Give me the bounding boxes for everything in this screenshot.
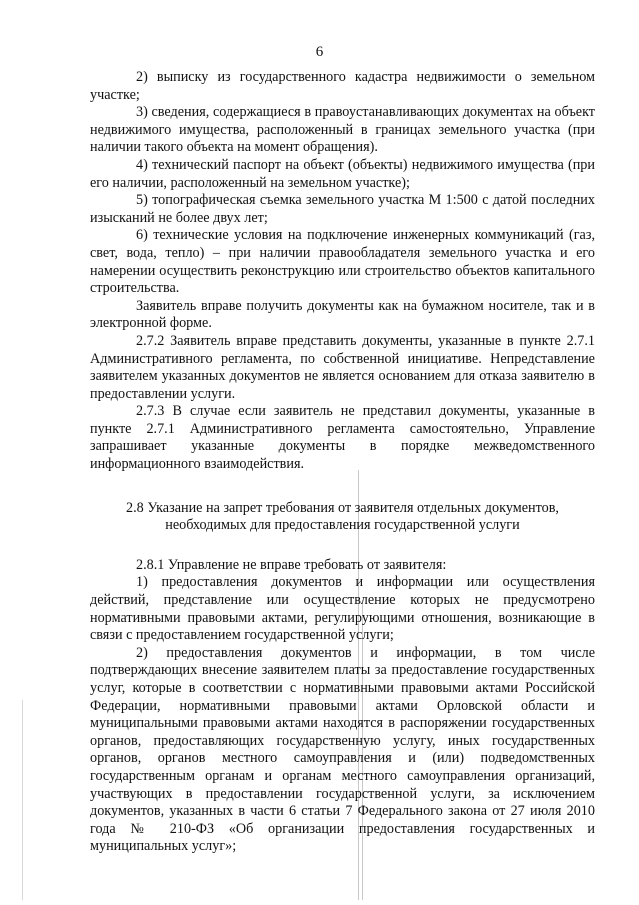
section-heading-2-8 xyxy=(90,500,595,535)
paragraph-technical-passport: 4) технический паспорт на объект (объекты) недвижимого имущества (при его наличии, расположенный на земельном участке); xyxy=(90,156,595,191)
paragraph-2-7-3: 2.7.3 В случае если заявитель не представил документы, указанные в пункте 2.7.1 Административного регламента самостоятельно, Управление запрашивает указанные документы в порядке межведомственного информационного взаимодействия. xyxy=(90,403,595,473)
scan-artifact-line xyxy=(22,700,23,900)
section-heading-line-1: 2.8 Указание на запрет требования от заявителя отдельных документов, xyxy=(126,499,559,516)
paragraph-document-form: Заявитель вправе получить документы как на бумажном носителе, так и в электронной форме. xyxy=(90,297,595,332)
document-body xyxy=(90,69,595,856)
paragraph-topographic-survey: 5) топографическая съемка земельного участка М 1:500 с датой последних изысканий не более двух лет; xyxy=(90,192,595,226)
paragraph-title-documents: 3) сведения, содержащиеся в правоустанавливающих документах на объект недвижимого имущества, расположенный в границах земельного участка (при наличии такого объекта на момент обращения). xyxy=(90,104,595,156)
paragraph-2-7-2: 2.7.2 Заявитель вправе представить документы, указанные в пункте 2.7.1 Административного регламента, по собственной инициативе. Непредставление заявителем указанных документов не является основанием для отказа заявителю в предоставлении услуги. xyxy=(90,332,595,402)
paragraph-2-8-1: 2.8.1 Управление не вправе требовать от заявителя: xyxy=(136,556,447,573)
page-number: 6 xyxy=(315,44,324,60)
paragraph-cadastre-extract: 2) выписку из государственного кадастра недвижимости о земельном участке; xyxy=(90,69,595,103)
section-heading-line-2: необходимых для предоставления государственной услуги xyxy=(165,517,520,534)
paragraph-2-8-1-item-2: 2) предоставления документов и информации, в том числе подтверждающих внесение заявителем платы за предоставление государственных услуг, которые в соответствии с нормативными правовыми актами Российской Федерации, нормативными правовыми актами Орловской области и муниципальными правовыми актами находятся в распоряжении государственных органов, предоставляющих государственную услугу, иных государственных органов, органов местного самоуправления и (или) подведомственных государственным органам и органам местного самоуправления организаций, участвующих в предоставлении государственной услуги, за исключением документов, указанных в части 6 статьи 7 Федерального закона от 27 июля 2010 года № 210-ФЗ «Об организации предоставления государственных и муниципальных услуг»; xyxy=(90,644,595,855)
paragraph-technical-conditions: 6) технические условия на подключение инженерных коммуникаций (газ, свет, вода, тепло) – при наличии правообладателя земельного участка и его намерении осуществить реконструкцию или строительство объектов капитального строительства. xyxy=(90,227,595,297)
paragraph-2-8-1-item-1: 1) предоставления документов и информации или осуществления действий, представление или осуществление которых не предусмотрено нормативными правовыми актами, регулирующими отношения, возникающие в связи с предоставлением государственной услуги; xyxy=(90,574,595,644)
